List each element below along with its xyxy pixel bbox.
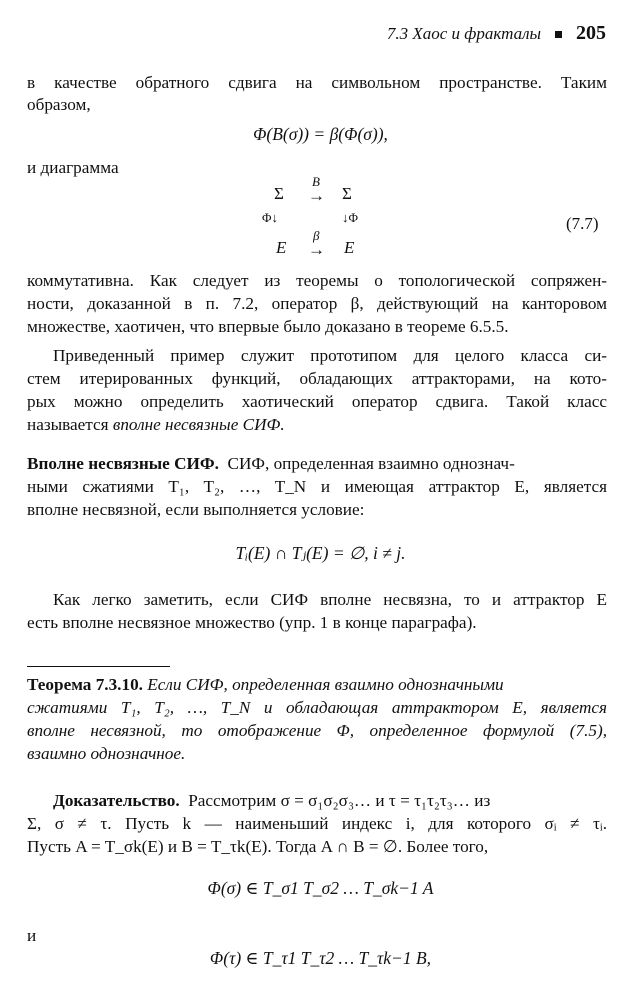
theorem-rule [27, 666, 170, 667]
section-title: 7.3 Хаос и фракталы [386, 24, 541, 43]
p4-line1 [27, 453, 607, 475]
header-bullet-icon [555, 31, 562, 38]
p1-line2: образом, [27, 95, 91, 114]
theorem-label: Теорема 7.3.10. [27, 675, 143, 694]
theorem-line3: вполне несвязной, то отображение Φ, определенное формулой (7.5), [27, 721, 607, 740]
proof-line2: Σ, σ ≠ τ. Пусть k — наименьший индекс i, для которого σᵢ ≠ τᵢ. [27, 814, 607, 833]
formula-disjoint: Tᵢ(E) ∩ Tⱼ(E) = ∅, i ≠ j. [235, 543, 406, 563]
p1-line3: и диаграмма [27, 158, 119, 177]
theorem-line1 [27, 674, 607, 696]
commutative-diagram [262, 174, 378, 264]
p3-line4 [27, 414, 607, 436]
diag-top-right: Σ [342, 184, 352, 203]
theorem-line2: сжатиями T₁, T₂, …, T_N и обладающая аттрактором E, является [27, 698, 607, 717]
p4-heading: Вполне несвязные СИФ. [27, 454, 219, 473]
formula-phi-tau: Φ(τ) ∈ T_τ1 T_τ2 … T_τk−1 B, [209, 948, 432, 968]
p3-line1: Приведенный пример служит прототипом для целого класса си- [53, 346, 607, 365]
formula-commute: Φ(B(σ)) = β(Φ(σ)), [253, 124, 388, 144]
proof-line1 [53, 790, 607, 812]
p3-line3: рых можно определить хаотический оператор сдвига. Такой класс [27, 392, 607, 411]
page-number: 205 [576, 22, 606, 44]
running-header [0, 22, 606, 45]
theorem-line1-text: Если СИФ, определенная взаимно однозначными [147, 675, 504, 694]
formula-phi-sigma: Φ(σ) ∈ T_σ1 T_σ2 … T_σk−1 A [207, 878, 434, 898]
p4-line2: ными сжатиями T₁, T₂, …, T_N и имеющая аттрактор E, является [27, 477, 607, 496]
theorem-line4: взаимно однозначное. [27, 744, 186, 763]
equation-number: (7.7) [566, 214, 599, 233]
p3-line2: стем итерированных функций, обладающих аттракторами, на кото- [27, 369, 607, 388]
diag-top-arrow: → [308, 186, 325, 205]
proof-line4: и [27, 926, 37, 945]
term-totally-disconnected: вполне несвязные СИФ. [112, 415, 285, 434]
diag-bottom-label: β [313, 228, 320, 243]
p3-line4-pre: называется [27, 415, 109, 434]
diag-bottom-arrow: → [308, 240, 325, 259]
proof-line1-rest: Рассмотрим σ = σ₁σ₂σ₃… и τ = τ₁τ₂τ₃… из [188, 791, 491, 810]
p2-line3: множестве, хаотичен, что впервые было доказано в теореме 6.5.5. [27, 317, 509, 336]
diag-top-label: B [312, 174, 320, 189]
p2-line1: коммутативна. Как следует из теоремы о топологической сопряжен- [27, 271, 607, 290]
proof-line3: Пусть A = T_σk(E) и B = T_τk(E). Тогда A ∩ B = ∅. Более того, [27, 837, 489, 856]
p1-line1: в качестве обратного сдвига на символьном пространстве. Таким [27, 73, 607, 92]
diag-top-left: Σ [274, 184, 284, 203]
diag-bottom-left: E [276, 238, 287, 257]
p4-line1-rest: СИФ, определенная взаимно однознач- [227, 454, 515, 473]
diag-bottom-right: E [344, 238, 355, 257]
proof-label: Доказательство. [53, 791, 180, 810]
diag-left-arrow: Φ↓ [262, 210, 279, 225]
p5-line2: есть вполне несвязное множество (упр. 1 в конце параграфа). [27, 613, 477, 632]
p4-line3: вполне несвязной, если выполняется условие: [27, 500, 365, 519]
p2-line2: ности, доказанной в п. 7.2, оператор β, действующий на канторовом [27, 294, 607, 313]
diag-right-arrow: ↓Φ [342, 210, 359, 225]
p5-line1: Как легко заметить, если СИФ вполне несвязна, то и аттрактор E [53, 590, 607, 609]
